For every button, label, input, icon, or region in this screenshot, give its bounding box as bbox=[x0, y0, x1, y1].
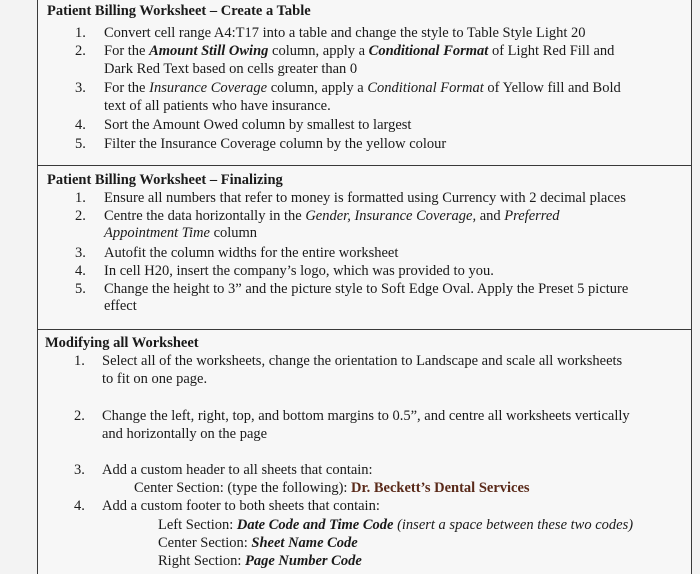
item-number: 2. bbox=[74, 408, 85, 424]
item-number: 3. bbox=[74, 462, 85, 478]
instruction-text: Change the height to 3” and the picture style to Soft Edge Oval. Apply the Preset 5 picture bbox=[104, 281, 629, 297]
instruction-text: effect bbox=[104, 298, 137, 314]
instruction-text: For the Amount Still Owing column, apply a Conditional Format of Light Red Fill and bbox=[104, 43, 615, 59]
instruction-text: Centre the data horizontally in the Gender, Insurance Coverage, and Preferred bbox=[104, 208, 560, 224]
instruction-text: For the Insurance Coverage column, apply a Conditional Format of Yellow fill and Bold bbox=[104, 80, 621, 96]
item-number: 1. bbox=[75, 190, 86, 206]
instructions-cell-create-table bbox=[37, 0, 692, 166]
instruction-text: to fit on one page. bbox=[102, 371, 208, 387]
instruction-text: Right Section: Page Number Code bbox=[158, 553, 362, 569]
instruction-text: Change the left, right, top, and bottom margins to 0.5”, and centre all worksheets vertically bbox=[102, 408, 630, 424]
item-number: 4. bbox=[74, 498, 85, 514]
item-number: 4. bbox=[75, 117, 86, 133]
section-heading: Patient Billing Worksheet – Finalizing bbox=[47, 172, 283, 188]
item-number: 5. bbox=[75, 281, 86, 297]
item-number: 2. bbox=[75, 43, 86, 59]
instruction-text: and horizontally on the page bbox=[102, 426, 268, 442]
item-number: 5. bbox=[75, 136, 86, 152]
instructions-cell-modifying bbox=[37, 330, 692, 574]
item-number: 3. bbox=[75, 80, 86, 96]
item-number: 4. bbox=[75, 263, 86, 279]
instruction-text: Center Section: Sheet Name Code bbox=[158, 535, 358, 551]
instruction-text: Appointment Time column bbox=[104, 225, 258, 241]
instruction-text: Left Section: Date Code and Time Code (insert a space between these two codes) bbox=[158, 517, 634, 533]
item-number: 1. bbox=[75, 25, 86, 41]
section-heading: Patient Billing Worksheet – Create a Table bbox=[47, 3, 311, 19]
instruction-text: Autofit the column widths for the entire worksheet bbox=[104, 245, 399, 261]
item-number: 3. bbox=[75, 245, 86, 261]
instruction-text: Ensure all numbers that refer to money is formatted using Currency with 2 decimal places bbox=[104, 190, 626, 206]
instruction-text: text of all patients who have insurance. bbox=[104, 98, 331, 114]
instruction-text: Add a custom footer to both sheets that contain: bbox=[102, 498, 380, 514]
item-number: 1. bbox=[74, 353, 85, 369]
instruction-text: Dark Red Text based on cells greater than 0 bbox=[104, 61, 358, 77]
instruction-text: Convert cell range A4:T17 into a table and change the style to Table Style Light 20 bbox=[104, 25, 586, 41]
instruction-text: Filter the Insurance Coverage column by the yellow colour bbox=[104, 136, 447, 152]
instruction-text: In cell H20, insert the company’s logo, which was provided to you. bbox=[104, 263, 494, 279]
instruction-text: Select all of the worksheets, change the orientation to Landscape and scale all worksheets bbox=[102, 353, 623, 369]
instruction-text: Add a custom header to all sheets that contain: bbox=[102, 462, 373, 478]
section-heading: Modifying all Worksheet bbox=[45, 335, 199, 351]
instructions-cell-finalizing bbox=[37, 166, 692, 330]
item-number: 2. bbox=[75, 208, 86, 224]
instruction-text: Center Section: (type the following): Dr. Beckett’s Dental Services bbox=[134, 480, 530, 496]
instruction-text: Sort the Amount Owed column by smallest to largest bbox=[104, 117, 412, 133]
